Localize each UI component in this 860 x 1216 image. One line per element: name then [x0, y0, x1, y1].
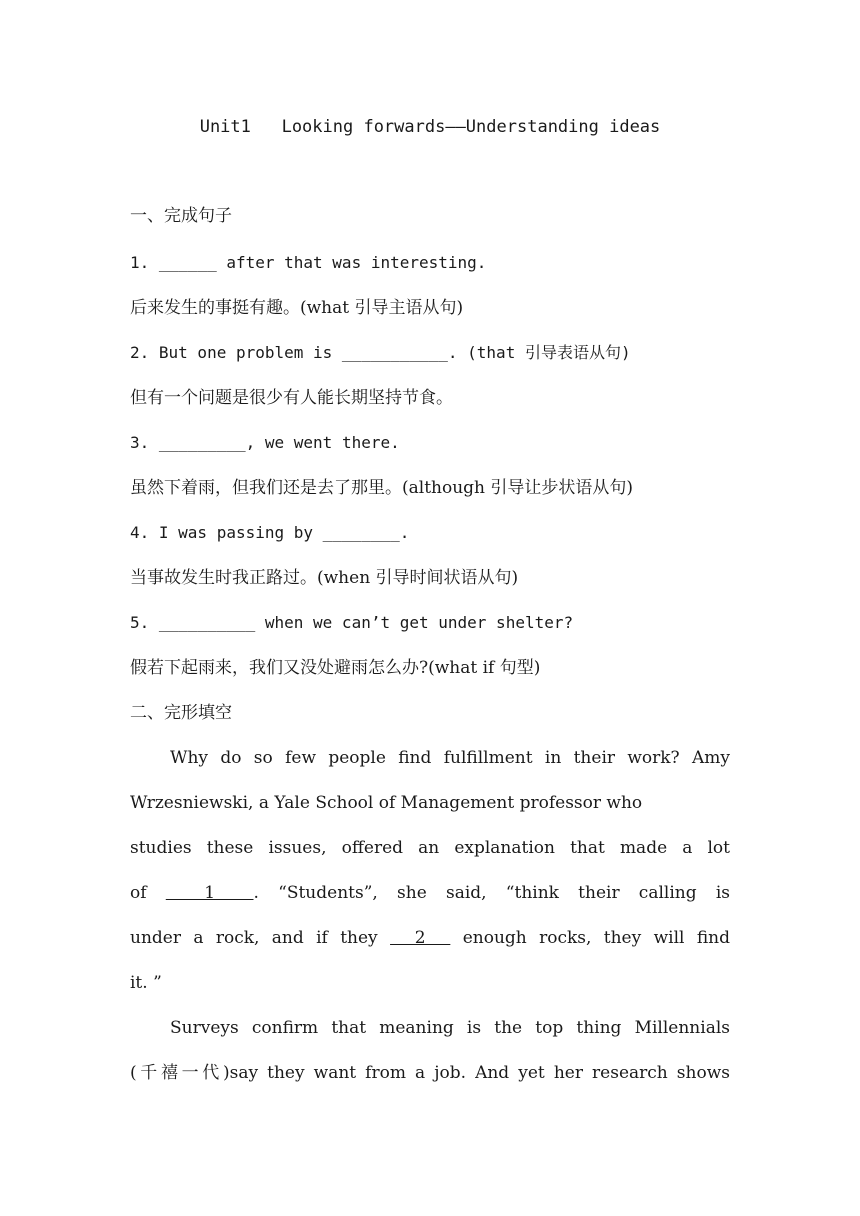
sentence-3-prefix: 3.: [130, 433, 159, 452]
sentence-5-prefix: 5.: [130, 613, 159, 632]
sentence-3-zh: 虽然下着雨，但我们还是去了那里。(although 引导让步状语从句): [130, 478, 634, 498]
passage2-line-1: Surveys confirm that meaning is the top thing Millennials: [170, 1018, 730, 1038]
sentence-2-suffix: . (that 引导表语从句): [447, 343, 631, 362]
sentence-4-suffix: .: [399, 523, 410, 542]
passage-line-4-start: of: [130, 883, 166, 903]
sentence-4-en: [130, 522, 730, 544]
passage-line-2: Wrzesniewski, a Yale School of Management professor who: [130, 793, 643, 813]
page-title: Unit1 Looking forwards——Understanding ideas: [199, 117, 661, 137]
passage-line-5-end: enough rocks, they will find: [450, 928, 730, 948]
sentence-4-prefix: 4. I was passing by: [130, 523, 323, 542]
sentence-3-blank[interactable]: _________: [158, 433, 246, 452]
sentence-5-blank[interactable]: __________: [158, 613, 256, 632]
passage2-line-2: (千禧一代)say they want from a job. And yet her research shows: [130, 1063, 730, 1083]
passage-line-4: [130, 882, 730, 904]
passage-line-6: it. ”: [130, 973, 162, 993]
sentence-2-prefix: 2. But one problem is: [130, 343, 342, 362]
sentence-1-prefix: 1.: [130, 253, 159, 272]
section-heading-cloze: 二、完形填空: [130, 703, 232, 723]
sentence-2-zh: 但有一个问题是很少有人能长期坚持节食。: [130, 388, 453, 408]
passage-line-4-end: . “Students”, she said, “think their calling is: [253, 883, 730, 903]
sentence-2-en: [130, 342, 730, 364]
sentence-1-blank[interactable]: ______: [158, 253, 217, 272]
sentence-3-en: [130, 432, 730, 454]
sentence-1-suffix: after that was interesting.: [216, 253, 487, 272]
passage-line-1: Why do so few people find fulfillment in their work? Amy: [170, 748, 730, 768]
sentence-5-suffix: when we can’t get under shelter?: [255, 613, 574, 632]
cloze-blank-2[interactable]: 2: [390, 928, 451, 948]
sentence-4-blank[interactable]: ________: [322, 523, 400, 542]
sentence-1-zh: 后来发生的事挺有趣。(what 引导主语从句): [130, 298, 464, 318]
sentence-5-en: [130, 612, 730, 634]
section-heading-complete-sentences: 一、完成句子: [130, 206, 232, 226]
passage-line-3: studies these issues, offered an explanation that made a lot: [130, 838, 730, 858]
passage-line-5-start: under a rock, and if they: [130, 928, 391, 948]
passage-line-5: [130, 927, 730, 949]
sentence-5-zh: 假若下起雨来，我们又没处避雨怎么办?(what if 句型): [130, 658, 541, 678]
sentence-4-zh: 当事故发生时我正路过。(when 引导时间状语从句): [130, 568, 519, 588]
sentence-2-blank[interactable]: ___________: [341, 343, 448, 362]
sentence-1-en: [130, 252, 730, 274]
sentence-3-suffix: , we went there.: [245, 433, 400, 452]
cloze-blank-1[interactable]: 1: [165, 883, 254, 903]
